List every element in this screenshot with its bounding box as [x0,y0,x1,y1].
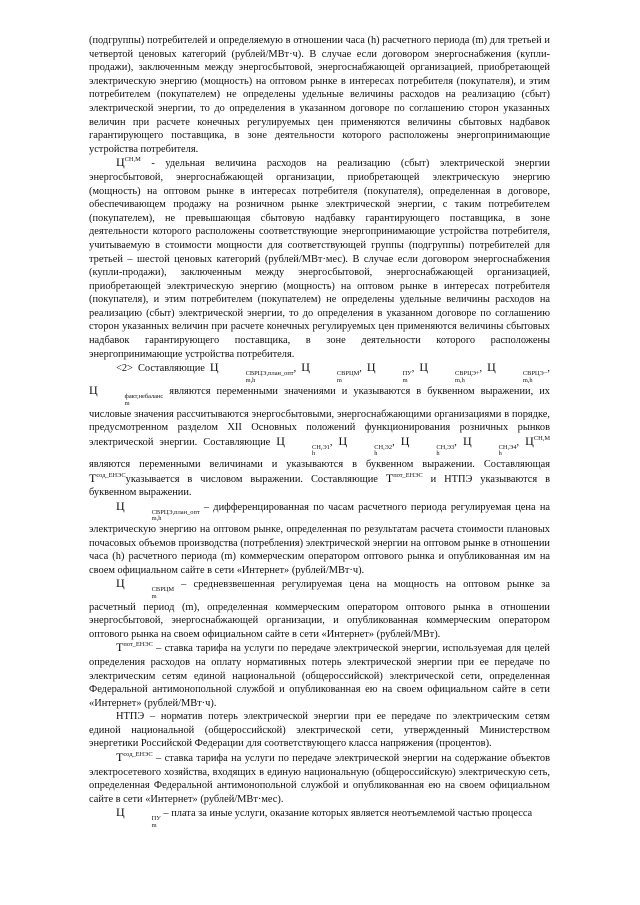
term-c-snm-2: $Ц^{СН,М}$ [525,433,551,448]
term-t-pot-enes-def: $Т^{пот\_ЕНЭС}$ [116,640,153,655]
definition-svrcm: Ц СВРЦМ m – средневзвешенная регулируемая цена на мощность на оптовом рынке за расчетный период (m), определенная коммерческим оператором оптового рынка в отношении энергосбытовой, энергоснабжающей организации, и опубликованная коммерческим оператором оптового рынка на своем официальном сайте в сети «Интернет» (рублей/МВт). [89,576,550,640]
definition-pu: Ц ПУ m – плата за иные услуги, оказание которых является неотъемлемой частью процесса [116,805,533,830]
term-pu-def: Ц ПУ m [116,805,161,830]
term-svrce-plan-opt: Ц СВРЦЭ,план_опт m,h [209,360,294,384]
term-c-sne2: Ц СН,Э2 h [338,433,393,458]
term-c-snm: $Ц^{СН,М}$ [116,155,141,170]
definition-t-pot-enes: $Т^{пот\_ЕНЭС}$ – ставка тарифа на услуги по передаче электрической энергии, используемая для целей определения расходов на оплату нормативных потерь электрической энергии при ее передаче по электрическим сетям единой национальной (общероссийской) электрической сети, определенная Федеральной антимонопольной службой и опубликованная ею на своем официальном сайте в сети «Интернет» (рублей/МВт·ч). [89,640,550,709]
term-c-sne4: Ц СН,Э4 h [462,433,517,458]
definition-c-snm: $Ц^{СН,М}$ - удельная величина расходов на реализацию (сбыт) электрической энергии энергосбытовой, энергоснабжающей организации, приобретающей электрическую энергию (мощность) на оптовом рынке в интересах потребителя (покупателя), определенная в договоре, обеспечивающем продажу на розничном рынке электрической энергии, с таким потребителем (покупателем), не превышающая сбытовую надбавку гарантирующего поставщика, в зоне деятельности которого расположены соответствующие энергопринимающие устройства потребителя, учитываемую в стоимости мощности для соответствующей группы (подгруппы) потребителей для третьей – шестой ценовых категорий (рублей/МВт·мес). В случае если договором энергоснабжения (купли-продажи), заключенным между энергосбытовой, энергоснабжающей организацией, приобретающей электрическую энергию (мощность) на оптовом рынке в интересах потребителя (покупателя), и этим потребителем (покупателем) не определены удельные величины расходов на реализацию (сбыт) электрической энергии, то до определения в указанном договоре по соглашению сторон указанных величин при расчете конечных регулируемых цен применяются величины сбытовых надбавок гарантирующего поставщика, в зоне деятельности которого расположены энергопринимающие устройства потребителя. [89,155,550,360]
document-page [89,34,550,830]
term-c-sne3: Ц СН,Э3 h [400,433,455,458]
term-pu: Ц ПУ m [366,360,412,384]
term-svrcm-def: Ц СВРЦМ m [116,576,175,600]
term-c-sne1: Ц СН,Э1 h [276,433,330,458]
definition-ntpe: НТПЭ – норматив потерь электрической энергии при ее передаче по электрическим сетям единой национальной (общероссийской) электрической сети, утвержденный Министерством энергетики Российской Федерации для соответствующего класса напряжения (процентов). [89,711,550,750]
definition-svrce-plan-opt: Ц СВРЦЭ,план_опт m,h – дифференцированная по часам расчетного периода регулируемая цена на электрическую энергию на оптовом рынке, определенная по результатам расчета стоимости плановых почасовых объемов производства (потребления) электрической энергии на оптовом рынке в отношении часа (h) расчетного периода (m) коммерческим оператором оптового рынка и опубликованная им на своем официальном сайте в сети «Интернет» (рублей/МВт·ч). [89,498,550,576]
note-2-paragraph: <2> Составляющие Ц СВРЦЭ,план_опт m,h , Ц СВРЦМ m , Ц ПУ m , Ц СВРЦЭ+ m,h , Ц СВРЦЭ− m,h , Ц факт,небаланс m являются переменными значениями и указываются в буквенном выражении, их числовые значения рассчитываются энергосбытовыми, энергоснабжающими организациями в порядке, предусмотренном разделом XII Основных положений функционирования розничных рынков электрической энергии. Составляющие Ц СН,Э1 h , Ц СН,Э2 h , Ц СН,Э3 h , Ц СН,Э4 h , $Ц^{СН,М}$ являются переменными величинами и указываются в буквенном выражении. Составляющая $Т^{сод\_ЕНЭС}указывается$ в числовом выражении. Составляющие $Т^{пот\_ЕНЭС}$ и НТПЭ указываются в буквенном выражении. [89,360,551,499]
term-t-pot-enes: $Т^{пот\_ЕНЭС}$ [385,470,423,485]
definition-t-sod-enes: $Т^{сод\_ЕНЭС}$ – ставка тарифа на услуги по передаче электрической энергии на содержание объектов электросетевого хозяйства, входящих в единую национальную (общероссийскую) электрическую сеть, определенная Федеральной антимонопольной службой и опубликованная ею на своем официальном сайте в сети «Интернет» (рублей/МВт·мес). [89,750,550,805]
term-svrce-plus: Ц СВРЦЭ+ m,h [419,360,480,384]
term-t-sod-enes: $Т^{сод\_ЕНЭС}$ [89,470,126,485]
term-svrcm: Ц СВРЦМ m [301,360,360,384]
term-svrce-minus: Ц СВРЦЭ− m,h [487,360,548,384]
term-t-sod-enes-def: $Т^{сод\_ЕНЭС}$ [116,750,153,765]
intro-paragraph: (подгруппы) потребителей и определяемую в отношении часа (h) расчетного периода (m) для третьей и четвертой ценовых категорий (рублей/МВт·ч). В случае если договором энергоснабжения (купли-продажи), заключенным между энергосбытовой, энергоснабжающей организацией, приобретающей электрическую энергию (мощность) на оптовом рынке в интересах потребителя (покупателя), и этим потребителем (покупателем) не определены удельные величины расходов на реализацию (сбыт) электрической энергии, то до определения в указанном договоре по соглашению сторон указанных величин при расчете конечных регулируемых цен применяются величины сбытовых надбавок гарантирующего поставщика, в зоне деятельности которого расположены энергопринимающие устройства потребителя. [89,35,550,155]
term-fact-nebalans: Ц факт,небаланс m [89,383,164,408]
term-svrce-plan-opt-def: Ц СВРЦЭ,план_опт m,h [116,498,200,523]
